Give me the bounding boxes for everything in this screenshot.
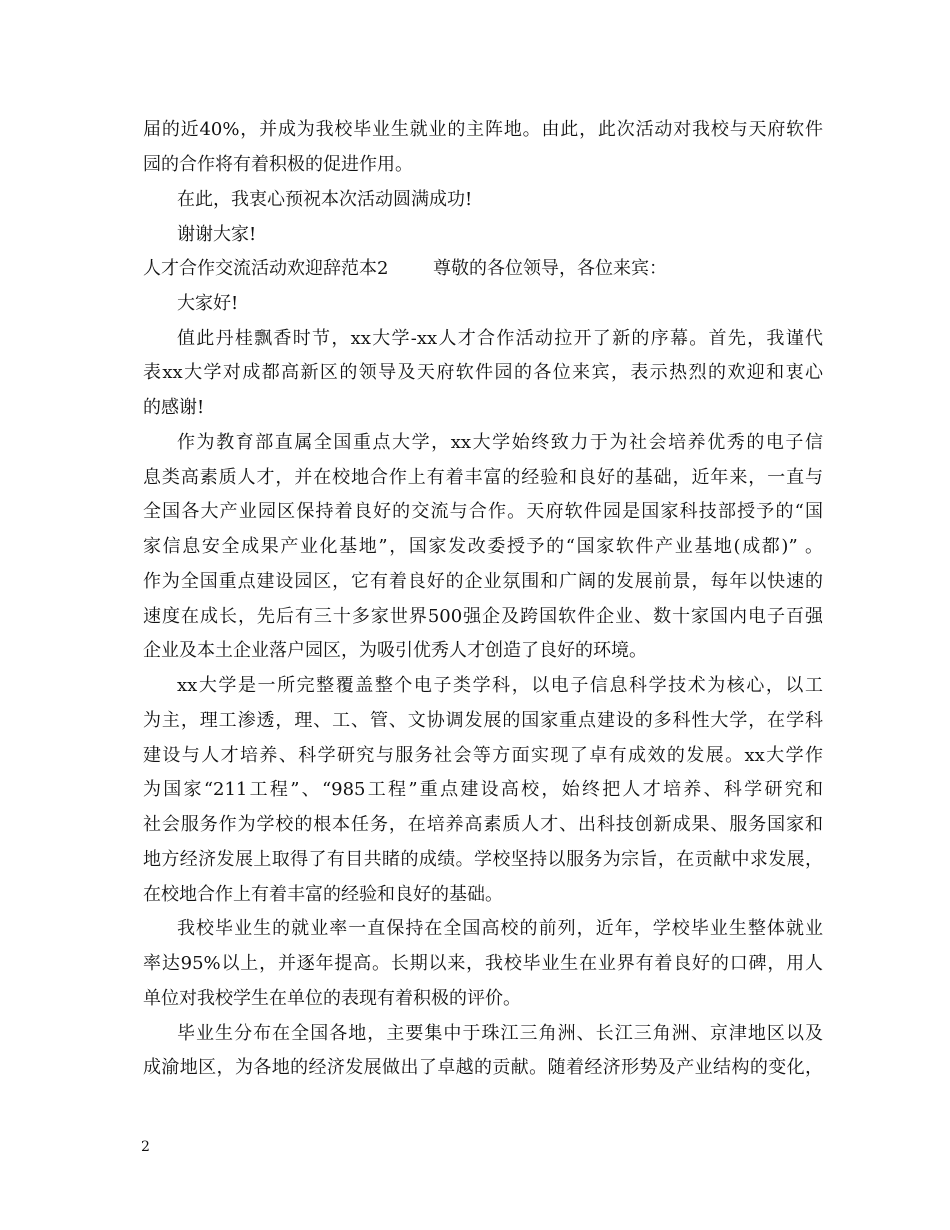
paragraph-line: 在校地合作上有着丰富的经验和良好的基础。 [143, 884, 503, 905]
paragraph-line: 为国家“211工程”、“985工程”重点建设高校，始终把人才培养、科学研究和 [143, 779, 823, 800]
paragraph-line: 息类高素质人才，并在校地合作上有着丰富的经验和良好的基础，近年来，一直与 [143, 467, 823, 488]
paragraph-line: 家信息安全成果产业化基地”，国家发改委授予的“国家软件产业基地(成都)” 。 [143, 536, 823, 557]
paragraph-line: 成渝地区，为各地的经济发展做出了卓越的贡献。随着经济形势及产业结构的变化， [143, 1057, 823, 1078]
paragraph-line: 作为全国重点建设园区，它有着良好的企业氛围和广阔的发展前景，每年以快速的 [143, 571, 823, 592]
paragraph-line: xx大学是一所完整覆盖整个电子类学科，以电子信息科学技术为核心，以工 [177, 675, 823, 696]
paragraph-line: 毕业生分布在全国各地，主要集中于珠江三角洲、长江三角洲、京津地区以及 [177, 1023, 823, 1044]
paragraph-line: 速度在成长，先后有三十多家世界500强企及跨国软件企业、数十家国内电子百强 [143, 606, 823, 627]
paragraph-line: 作为教育部直属全国重点大学，xx大学始终致力于为社会培养优秀的电子信 [177, 432, 823, 453]
paragraph-line: 在此，我衷心预祝本次活动圆满成功! [177, 189, 473, 210]
paragraph-line: 全国各大产业园区保持着良好的交流与合作。天府软件园是国家科技部授予的“国 [143, 501, 823, 522]
paragraph-line: 建设与人才培养、科学研究与服务社会等方面实现了卓有成效的发展。xx大学作 [143, 745, 823, 766]
paragraph-line: 社会服务作为学校的根本任务，在培养高素质人才、出科技创新成果、服务国家和 [143, 814, 823, 835]
paragraph-line: 谢谢大家! [177, 224, 257, 245]
paragraph-line: 我校毕业生的就业率一直保持在全国高校的前列，近年，学校毕业生整体就业 [177, 918, 823, 939]
salutation: 尊敬的各位领导，各位来宾： [433, 258, 667, 279]
paragraph-line: 率达95%以上，并逐年提高。长期以来，我校毕业生在业界有着良好的口碑，用人 [143, 953, 823, 974]
paragraph-line: 园的合作将有着积极的促进作用。 [143, 154, 413, 175]
paragraph-line: 届的近40%，并成为我校毕业生就业的主阵地。由此，此次活动对我校与天府软件 [143, 119, 823, 140]
paragraph-line: 的感谢! [143, 397, 205, 418]
section-heading: 人才合作交流活动欢迎辞范本2 [143, 258, 389, 279]
paragraph-line: 企业及本土企业落户园区，为吸引优秀人才创造了良好的环境。 [143, 640, 647, 661]
paragraph-line: 大家好! [177, 293, 239, 314]
paragraph-line: 值此丹桂飘香时节，xx大学-xx人才合作活动拉开了新的序幕。首先，我谨代 [177, 328, 823, 349]
page-number: 2 [141, 1139, 150, 1155]
paragraph-line: 地方经济发展上取得了有目共睹的成绩。学校坚持以服务为宗旨，在贡献中求发展， [143, 849, 823, 870]
paragraph-line: 表xx大学对成都高新区的领导及天府软件园的各位来宾，表示热烈的欢迎和衷心 [143, 362, 823, 383]
paragraph-line: 单位对我校学生在单位的表现有着积极的评价。 [143, 988, 521, 1009]
paragraph-line: 为主，理工渗透，理、工、管、文协调发展的国家重点建设的多科性大学，在学科 [143, 710, 823, 731]
